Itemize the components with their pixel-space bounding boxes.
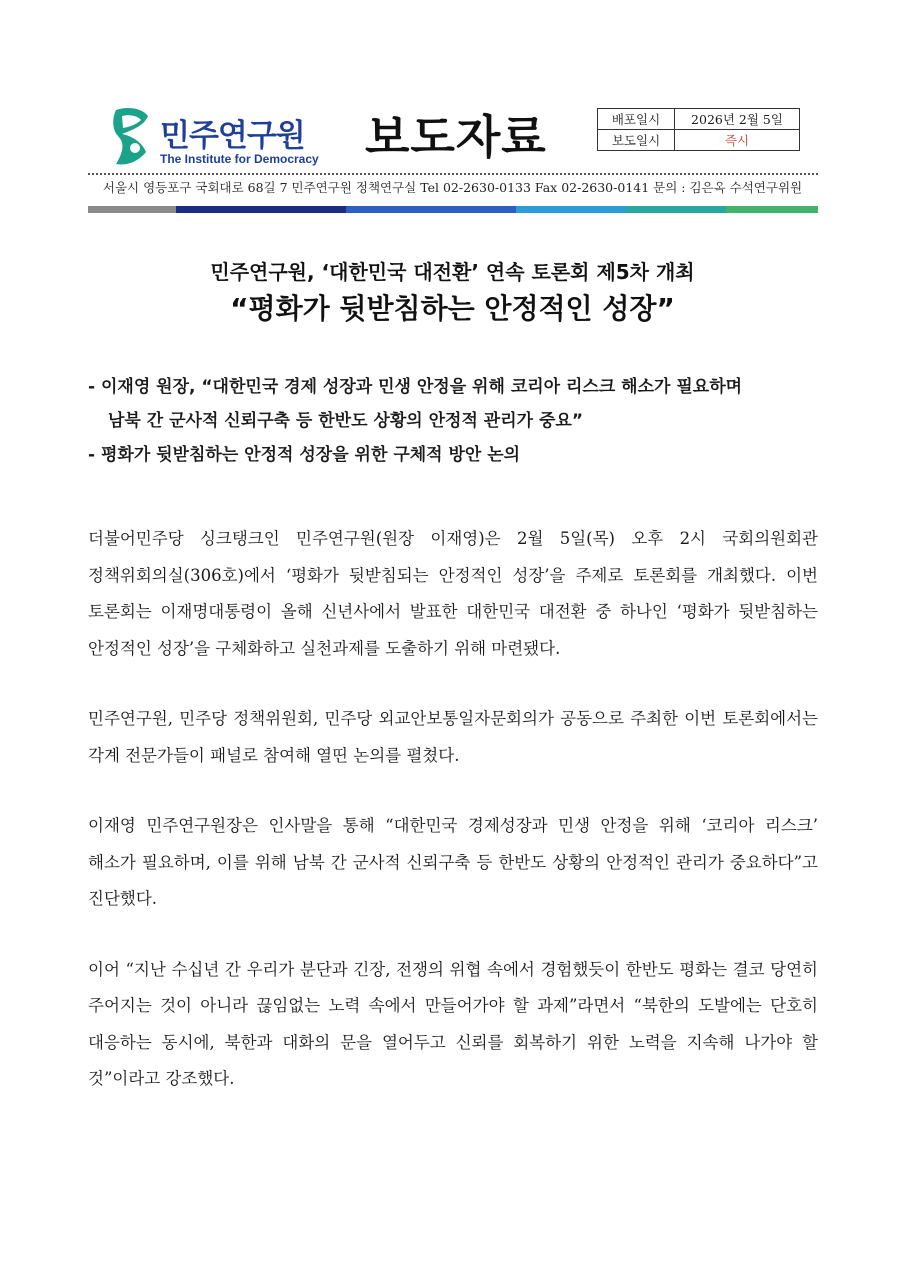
release-value: 2026년 2월 5일 — [675, 109, 800, 130]
release-row — [598, 109, 800, 130]
color-bar-segment — [88, 206, 176, 213]
headline-line-1: 민주연구원, ‘대한민국 대전환’ 연속 토론회 제5차 개최 — [210, 260, 695, 284]
bullet-line-continued: 남북 간 군사적 신뢰구축 등 한반도 상황의 안정적 관리가 중요” — [108, 411, 583, 431]
color-bar-segment — [726, 206, 818, 213]
institute-logo — [108, 104, 318, 170]
logo-mark-icon — [108, 104, 154, 168]
release-value: 즉시 — [675, 130, 800, 151]
color-bar-segment — [626, 206, 726, 213]
body-paragraph: 이재영 민주연구원장은 인사말을 통해 “대한민국 경제성장과 민생 안정을 위해 ‘코리아 리스크’ 해소가 필요하며, 이를 위해 남북 간 군사적 신뢰구축 등 한반도 상황의 안정적인 관리가 중요하다”고 진단했다. — [88, 816, 818, 908]
bullet-line: - 이재영 원장, “대한민국 경제 성장과 민생 안정을 위해 코리아 리스크 해소가 필요하며 — [88, 377, 743, 397]
release-row — [598, 130, 800, 151]
release-info-table — [597, 108, 800, 151]
body-paragraph: 이어 “지난 수십년 간 우리가 분단과 긴장, 전쟁의 위협 속에서 경험했듯이 한반도 평화는 결코 당연히 주어지는 것이 아니라 끊임없는 노력 속에서 만들어가야 할 과제”라면서 “북한의 도발에는 단호히 대응하는 동시에, 북한과 대화의 문을 열어두고 신뢰를 회복하기 위한 노력을 지속해 나가야 할 것”이라고 강조했다. — [88, 959, 818, 1088]
article-body — [88, 521, 818, 1132]
color-bar-segment — [346, 206, 516, 213]
summary-bullet — [88, 438, 828, 472]
headline-line-2: “평화가 뒷받침하는 안정적인 성장” — [230, 292, 675, 325]
summary-bullet — [88, 370, 828, 438]
bullet-line: - 평화가 뒷받침하는 안정적 성장을 위한 구체적 방안 논의 — [88, 445, 521, 465]
color-bar — [88, 206, 818, 213]
release-label: 보도일시 — [598, 130, 675, 151]
dotted-divider — [88, 173, 818, 175]
logo-subtitle: The Institute for Democracy — [160, 152, 319, 166]
document-title: 보도자료 — [365, 110, 547, 164]
press-release-header — [0, 0, 905, 220]
body-paragraph: 민주연구원, 민주당 정책위원회, 민주당 외교안보통일자문회의가 공동으로 주최한 이번 토론회에서는 각계 전문가들이 패널로 참여해 열띤 논의를 펼쳤다. — [88, 709, 818, 765]
logo-name: 민주연구원 — [160, 118, 305, 154]
color-bar-segment — [516, 206, 626, 213]
contact-line: 서울시 영등포구 국회대로 68길 7 민주연구원 정책연구실 Tel 02-2630-0133 Fax 02-2630-0141 문의 : 김은옥 수석연구위원 — [102, 180, 803, 195]
summary-bullets — [88, 370, 828, 472]
color-bar-segment — [176, 206, 346, 213]
body-paragraph: 더불어민주당 싱크탱크인 민주연구원(원장 이재영)은 2월 5일(목) 오후 2시 국회의원회관 정책위회의실(306호)에서 ‘평화가 뒷받침되는 안정적인 성장’을 주제로 토론회를 개최했다. 이번 토론회는 이재명대통령이 올해 신년사에서 발표한 대한민국 대전환 중 하나인 ‘평화가 뒷받침하는 안정적인 성장’을 구체화하고 실천과제를 도출하기 위해 마련됐다. — [88, 529, 818, 658]
release-label: 배포일시 — [598, 109, 675, 130]
